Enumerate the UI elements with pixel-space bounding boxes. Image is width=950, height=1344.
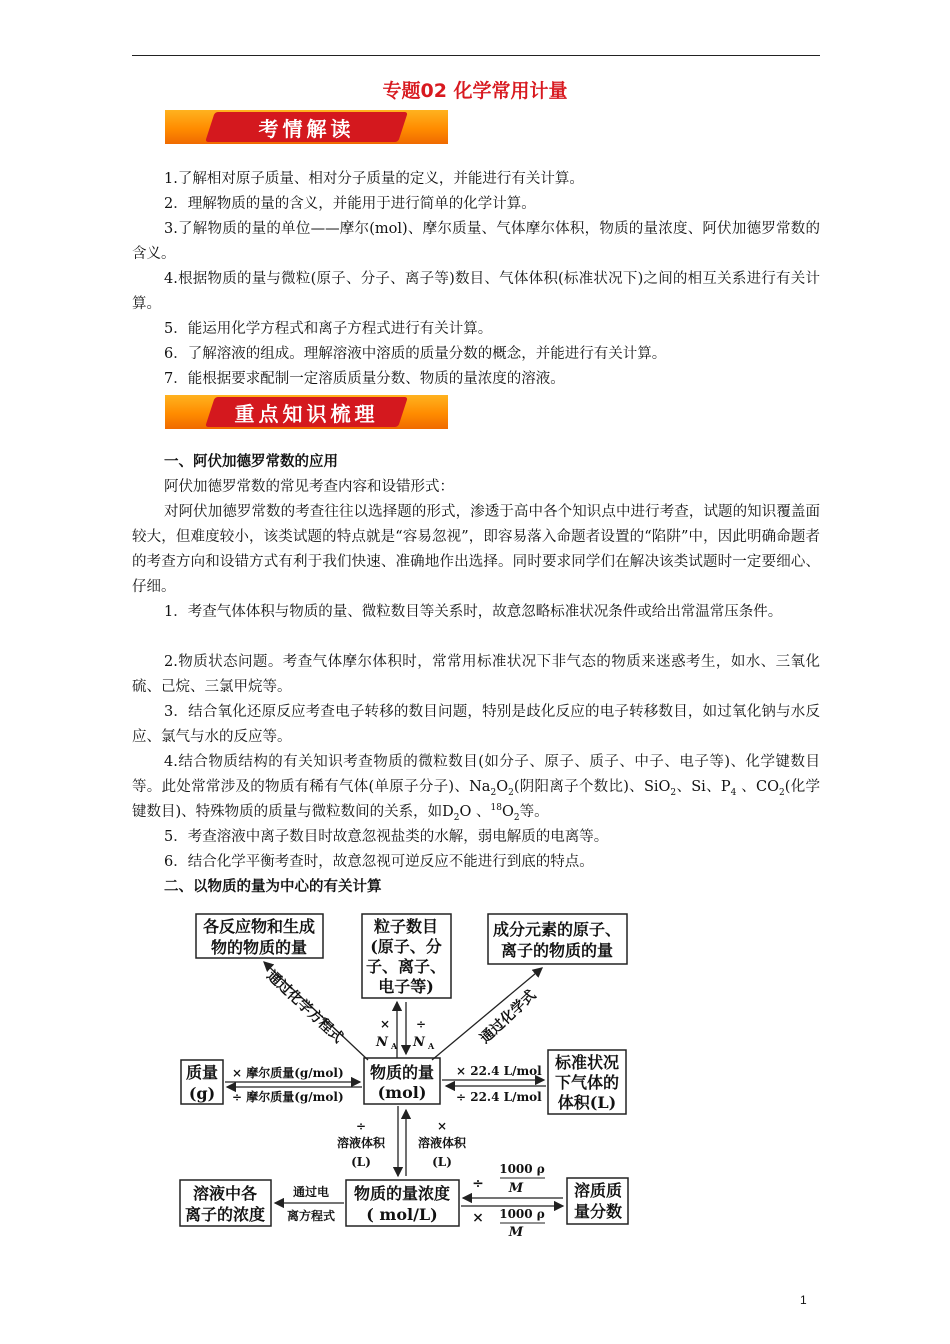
- box-reactants-line1: 各反应物和生成: [202, 917, 316, 936]
- label-frac-div-sign: ÷: [472, 1176, 484, 1192]
- objective-2: 2．理解物质的量的含义，并能用于进行简单的化学计算。: [164, 196, 536, 212]
- label-times-na-sign: ×: [379, 1017, 391, 1031]
- label-div-molar-mass: ÷ 摩尔质量(g/mol): [232, 1090, 344, 1104]
- page-number: 1: [800, 1293, 807, 1307]
- section2-heading: 二、以物质的量为中心的有关计算: [164, 879, 382, 895]
- objective-4: 4.根据物质的量与微粒(原子、分子、离子等)数目、气体体积(标准状况下)之间的相互关系进行有关计算。: [132, 271, 820, 312]
- box-elements-line1: 成分元素的原子、: [492, 920, 622, 939]
- section1-item-1: 1．考查气体体积与物质的量、微粒数目等关系时，故意忽略标准状况条件或给出常温常压条件。: [164, 604, 783, 620]
- label-div-volume-unit: (L): [351, 1155, 371, 1169]
- section1-item-5: 5．考查溶液中离子数目时故意忽视盐类的水解，弱电解质的电离等。: [164, 829, 609, 845]
- banner-exam-analysis-text: 考情解读: [258, 117, 355, 141]
- label-div-na-a: A: [428, 1041, 435, 1051]
- box-fraction-line2: 量分数: [573, 1202, 623, 1221]
- objective-7: 7．能根据要求配制一定溶质质量分数、物质的量浓度的溶液。: [164, 371, 565, 387]
- box-fraction-line1: 溶质质: [573, 1181, 623, 1200]
- section1-intro: 阿伏加德罗常数的常见考查内容和设错形式：: [164, 479, 454, 495]
- label-frac-times-sign: ×: [472, 1210, 484, 1226]
- label-times-na-n: N: [376, 1035, 388, 1050]
- box-conc-line1: 物质的量浓度: [353, 1184, 451, 1203]
- section1-item-4: 4.结合物质结构的有关知识考查物质的微粒数目(如分子、原子、质子、中子、电子等)、化学键数目等。此处常常涉及的物质有稀有气体(单原子分子)、$Na_2O_2$(阴阳离子个数比)、SiO$_2$、Si、$P_4$ 、$CO_2$(化学键数目)、特殊物质的质量与微粒数间的关系，如$D_2O$ 、$^{18}O_2$等。: [132, 754, 820, 823]
- section1-item-3: 3．结合氧化还原反应考查电子转移的数目问题，特别是歧化反应的电子转移数目，如过氧化钠与水反应、氯气与水的反应等。: [132, 704, 820, 745]
- box-mass-line2: (g): [188, 1084, 216, 1103]
- label-frac-div-denominator: M: [508, 1181, 524, 1196]
- box-elements-line2: 离子的物质的量: [500, 941, 614, 960]
- objective-6: 6．了解溶液的组成。理解溶液中溶质的质量分数的概念，并能进行有关计算。: [164, 346, 667, 362]
- box-particles-line4: 电子等): [378, 977, 434, 996]
- objective-3: 3.了解物质的量的单位——摩尔(mol)、摩尔质量、气体摩尔体积，物质的量浓度、阿伏加德罗常数的含义。: [132, 221, 820, 262]
- label-times-na-a: A: [391, 1041, 398, 1051]
- banner-key-points-text: 重点知识梳理: [234, 402, 379, 426]
- label-chem-formula: 通过化学式: [477, 987, 540, 1047]
- section1-heading: 一、阿伏加德罗常数的应用: [164, 454, 338, 470]
- label-div-na-sign: ÷: [415, 1017, 427, 1031]
- label-chem-equation: 通过化学方程式: [263, 967, 347, 1047]
- box-particles-line2: (原子、分: [370, 937, 442, 956]
- label-times-volume-sign: ×: [436, 1119, 448, 1133]
- label-div-molar-volume: ÷ 22.4 L/mol: [456, 1090, 542, 1104]
- objective-5: 5．能运用化学方程式和离子方程式进行有关计算。: [164, 321, 493, 337]
- label-frac-div-numerator: 1000 ρ: [499, 1162, 545, 1176]
- label-ion-equation-line1: 通过电: [292, 1185, 330, 1199]
- label-ion-equation-line2: 离方程式: [286, 1209, 336, 1223]
- box-conc-line2: ( mol/L): [366, 1205, 438, 1224]
- section1-paragraph: 对阿伏加德罗常数的考查往往以选择题的形式，渗透于高中各个知识点中进行考查，试题的知识覆盖面较大，但难度较小，该类试题的特点就是“容易忽视”，即容易落入命题者设置的“陷阱”中，因此明确命题者的考查方向和设错方式有利于我们快速、准确地作出选择。同时要求同学们在解决该类试题时一定要细心、仔细。: [132, 504, 820, 595]
- label-times-molar-volume: × 22.4 L/mol: [456, 1064, 542, 1078]
- box-gas-line1: 标准状况: [554, 1053, 620, 1072]
- label-times-molar-mass: × 摩尔质量(g/mol): [232, 1066, 344, 1080]
- section1-item-6: 6．结合化学平衡考查时，故意忽视可逆反应不能进行到底的特点。: [164, 854, 594, 870]
- label-times-volume-unit: (L): [432, 1155, 452, 1169]
- objective-1: 1.了解相对原子质量、相对分子质量的定义，并能进行有关计算。: [164, 171, 584, 187]
- box-particles-line3: 子、离子、: [365, 957, 447, 976]
- box-reactants-line2: 物的物质的量: [210, 938, 308, 957]
- box-ions-line2: 离子的浓度: [184, 1205, 266, 1224]
- label-div-volume-sign: ÷: [355, 1119, 367, 1133]
- box-gas-line3: 体积(L): [557, 1093, 617, 1112]
- label-frac-times-denominator: M: [508, 1225, 524, 1240]
- box-amount-line1: 物质的量: [369, 1063, 435, 1082]
- label-times-volume-text: 溶液体积: [417, 1136, 467, 1150]
- box-particles-line1: 粒子数目: [373, 917, 439, 936]
- page-title: 专题02 化学常用计量: [382, 80, 568, 102]
- label-div-volume-text: 溶液体积: [336, 1136, 386, 1150]
- box-ions-line1: 溶液中各: [192, 1184, 258, 1203]
- label-frac-times-numerator: 1000 ρ: [499, 1207, 545, 1221]
- label-div-na-n: N: [413, 1035, 425, 1050]
- box-mass-line1: 质量: [185, 1063, 219, 1082]
- box-amount-line2: (mol): [377, 1083, 427, 1102]
- section1-item-2: 2.物质状态问题。考查气体摩尔体积时，常常用标准状况下非气态的物质来迷惑考生，如水、三氧化硫、己烷、三氯甲烷等。: [132, 654, 820, 695]
- box-gas-line2: 下气体的: [554, 1073, 620, 1092]
